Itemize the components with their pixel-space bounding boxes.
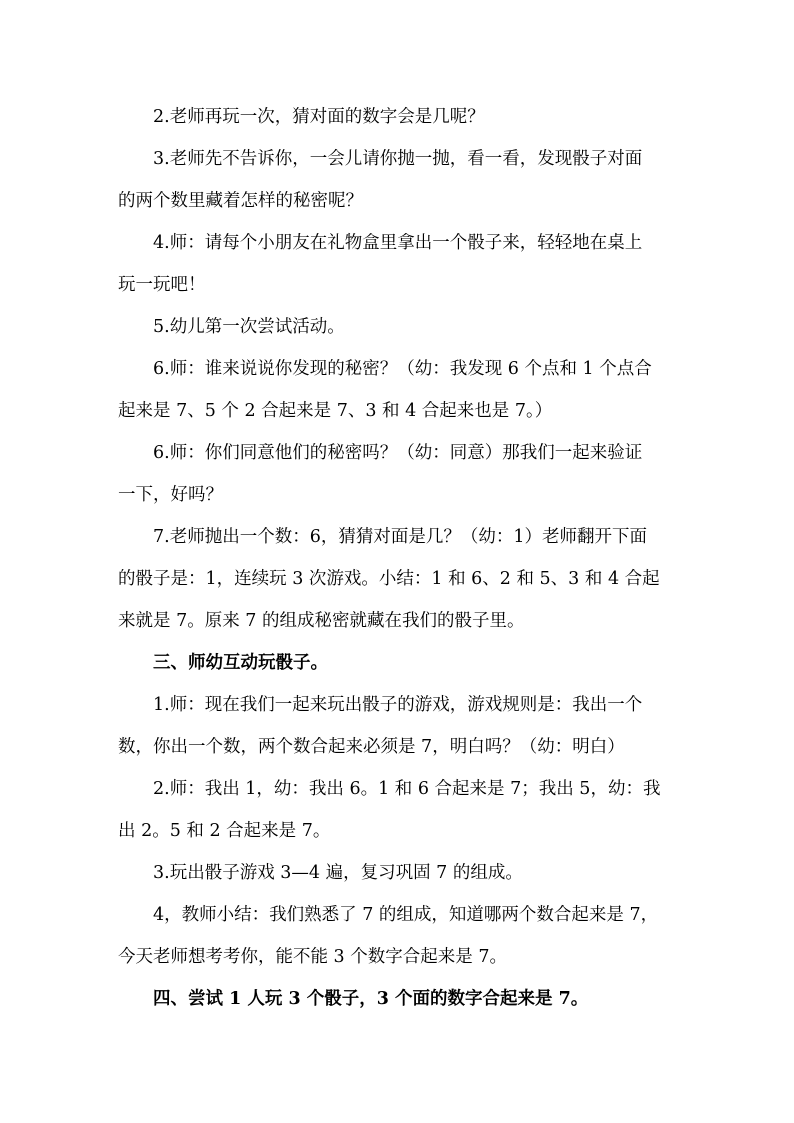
text-line: 6.师：谁来说说你发现的秘密？（幼：我发现 6 个点和 1 个点合 <box>153 359 652 379</box>
text-line: 的两个数里藏着怎样的秘密呢？ <box>118 191 363 211</box>
text-line: 1.师：现在我们一起来玩出骰子的游戏，游戏规则是：我出一个 <box>153 695 643 715</box>
paragraph-step-3 <box>118 138 683 222</box>
text-line: 今天老师想考考你，能不能 3 个数字合起来是 7。 <box>118 947 507 967</box>
paragraph-summary-4 <box>118 894 683 978</box>
text-line: 4.师：请每个小朋友在礼物盒里拿出一个骰子来，轻轻地在桌上 <box>153 233 643 253</box>
paragraph-step-4 <box>118 222 683 306</box>
text-line: 一下，好吗？ <box>118 485 223 505</box>
text-line: 出 2。5 和 2 合起来是 7。 <box>118 821 331 841</box>
text-line: 的骰子是：1，连续玩 3 次游戏。小结：1 和 6、2 和 5、3 和 4 合起 <box>118 569 660 589</box>
text-line: 起来是 7、5 个 2 合起来是 7、3 和 4 合起来也是 7。） <box>118 401 553 421</box>
heading-line: 四、尝试 1 人玩 3 个骰子，3 个面的数字合起来是 7。 <box>153 989 589 1009</box>
text-line: 7.老师抛出一个数：6，猜猜对面是几？（幼：1）老师翻开下面 <box>153 527 647 547</box>
text-line: 2.师：我出 1，幼：我出 6。1 和 6 合起来是 7；我出 5，幼：我 <box>153 779 661 799</box>
text-line: 玩一玩吧！ <box>118 275 206 295</box>
section-heading-4 <box>118 978 683 1020</box>
text-line: 5.幼儿第一次尝试活动。 <box>153 317 345 337</box>
text-line: 3.老师先不告诉你，一会儿请你抛一抛，看一看，发现骰子对面 <box>153 149 643 169</box>
paragraph-step-6b <box>118 432 683 516</box>
text-line: 2.老师再玩一次，猜对面的数字会是几呢？ <box>153 107 485 127</box>
text-line: 数，你出一个数，两个数合起来必须是 7，明白吗？（幼：明白） <box>118 737 625 757</box>
paragraph-step-5 <box>118 306 683 348</box>
section-heading-3 <box>118 642 683 684</box>
text-line: 来就是 7。原来 7 的组成秘密就藏在我们的骰子里。 <box>118 611 525 631</box>
paragraph-game-1 <box>118 684 683 768</box>
text-line: 4，教师小结：我们熟悉了 7 的组成，知道哪两个数合起来是 7， <box>153 905 659 925</box>
paragraph-step-6a <box>118 348 683 432</box>
heading-line: 三、师幼互动玩骰子。 <box>153 653 328 673</box>
paragraph-step-7 <box>118 516 683 642</box>
paragraph-game-2 <box>118 768 683 852</box>
paragraph-game-3 <box>118 852 683 894</box>
text-line: 3.玩出骰子游戏 3—4 遍，复习巩固 7 的组成。 <box>153 863 523 883</box>
paragraph-step-2 <box>118 96 683 138</box>
text-line: 6.师：你们同意他们的秘密吗？（幼：同意）那我们一起来验证 <box>153 443 643 463</box>
